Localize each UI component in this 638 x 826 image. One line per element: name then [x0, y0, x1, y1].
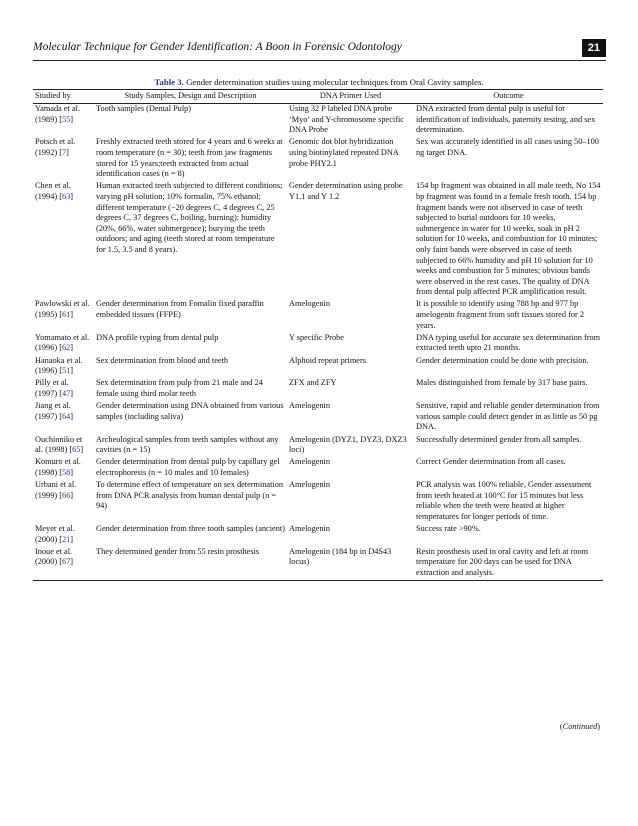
column-header: DNA Primer Used — [287, 90, 414, 104]
cell-dna-primer: Amelogenin (DYZ1, DYZ3, DXZ3 loci) — [289, 434, 407, 455]
table-body — [33, 104, 603, 581]
table-row — [33, 181, 603, 299]
citation-link[interactable]: 63 — [61, 191, 71, 201]
citation-link[interactable]: 62 — [61, 343, 71, 353]
running-title: Molecular Technique for Gender Identification: A Boon in Forensic Odontology — [33, 41, 402, 53]
table-caption-text: Gender determination studies using molecular techniques from Oral Cavity samples. — [186, 77, 484, 87]
citation-link[interactable]: 66 — [61, 490, 71, 500]
cell-outcome: Sex was accurately identified in all cases using 50–100 ng target DNA. — [416, 137, 599, 157]
table-row — [33, 299, 603, 332]
citation-link[interactable]: 7 — [61, 147, 67, 157]
table-row — [33, 401, 603, 434]
cell-studied-by — [33, 333, 94, 356]
cell-outcome: Males distinguished from female by 317 base pairs. — [416, 378, 588, 388]
cell-dna-primer: Y specific Probe — [289, 332, 344, 342]
cell-outcome: Resin prosthesis used in oral cavity and left at room temperature for 200 days can be used for DNA extraction and analysis. — [414, 547, 603, 581]
cell-study-samples: Archeological samples from teeth samples without any cavities (n = 15) — [96, 434, 279, 455]
citation-link[interactable]: 47 — [61, 389, 71, 398]
cell-study-samples: Gender determination using DNA obtained from various samples (including saliva) — [96, 401, 284, 421]
citation-bracket: ] — [70, 114, 74, 124]
citation-link[interactable]: 65 — [72, 445, 81, 455]
cell-study-samples: Freshly extracted teeth stored for 4 years and 6 weeks at room temperature (n = 30); teeth from jaw fragments stored for 15 years;teeth extracted from actual identification cases (n = 8) — [96, 137, 283, 179]
cell-study-samples: Sex determination from blood and teeth — [96, 355, 229, 365]
table-caption — [0, 77, 638, 87]
citation-link[interactable]: 51 — [61, 366, 71, 376]
citation-bracket: ] — [70, 490, 74, 500]
column-header: Study Samples, Design and Description — [94, 90, 287, 104]
cell-dna-primer: Amelogenin — [289, 524, 331, 534]
cell-outcome: It is possible to identify using 788 bp and 977 bp amelogenin fragment from soft tissues stored for 2 years. — [416, 299, 584, 330]
citation-link[interactable]: 64 — [61, 411, 71, 421]
cell-studied-by — [33, 480, 94, 524]
table-row — [33, 137, 603, 181]
table-row — [33, 524, 603, 547]
author-text: Jiang et al. (1997) [ — [35, 401, 71, 421]
author-text: Potsch et al. (1992) [ — [35, 137, 76, 157]
author-text: Chen et al. (1994) [ — [35, 181, 71, 201]
cell-studied-by — [33, 435, 94, 458]
continued-note: (Continued) — [559, 722, 600, 731]
table-row — [33, 333, 603, 356]
cell-dna-primer: Using 32 P labeled DNA probe ‘Myo’ and Y-chromosome specific DNA Probe — [289, 104, 404, 135]
table-row — [33, 104, 603, 138]
cell-study-samples: DNA profile typing from dental pulp — [96, 332, 219, 342]
citation-link[interactable]: 61 — [61, 310, 71, 320]
cell-study-samples: Gender determination from dental pulp by capillary gel electrophoresis (n = 10 males and 10 females) — [96, 457, 280, 477]
gender-studies-table — [33, 89, 603, 581]
author-text: Inoue et al. (2000) [ — [35, 546, 73, 567]
citation-bracket: ] — [66, 147, 69, 157]
cell-dna-primer: Gender determination using probe Y1.1 and Y 1.2 — [289, 181, 403, 201]
table-row — [33, 547, 603, 581]
table-caption-label: Table 3. — [154, 77, 184, 87]
cell-dna-primer: Amelogenin — [289, 401, 331, 411]
cell-outcome: PCR analysis was 100% reliable, Gender assessment from teeth heated at 100°C for 15 minutes but less reliable when the teeth were heated at higher temperatures for longer periods of time. — [416, 480, 592, 521]
author-text: Yamada et al. (1989) [ — [35, 104, 81, 124]
cell-outcome: Success rate >90%. — [416, 524, 481, 534]
table-header-row — [33, 90, 603, 104]
cell-outcome: Gender determination could be done with precision. — [416, 355, 589, 365]
continued-label: Continued — [562, 722, 598, 731]
citation-bracket: ] — [80, 445, 84, 455]
citation-bracket: ] — [70, 534, 74, 544]
cell-studied-by — [33, 299, 94, 332]
cell-dna-primer: Amelogenin — [289, 457, 331, 467]
cell-study-samples: Gender determination from Fomalin fixed paraffin embedded tissues (FFPE) — [96, 299, 264, 320]
citation-bracket: ] — [70, 389, 74, 398]
citation-bracket: ] — [70, 366, 74, 376]
author-text: Ouchinniko et al. (1998) [ — [35, 434, 83, 455]
cell-studied-by — [33, 104, 94, 138]
cell-outcome: DNA typing useful for accurate sex determination from extracted teeth upto 21 months. — [416, 332, 601, 353]
citation-bracket: ] — [70, 467, 74, 477]
running-header — [33, 38, 606, 61]
cell-dna-primer: Genomic dot blot hybridization using biotinylated repeated DNA probe PHY2.1 — [289, 137, 399, 168]
citation-link[interactable]: 55 — [61, 114, 71, 124]
table-row — [33, 356, 603, 379]
cell-studied-by — [33, 524, 94, 547]
cell-studied-by — [33, 378, 94, 401]
cell-dna-primer: Amelogenin (184 bp in D4S43 locus) — [287, 547, 414, 581]
citation-link[interactable]: 67 — [61, 557, 71, 567]
citation-bracket: ] — [70, 191, 74, 201]
author-text: Yomamato et al. (1996) [ — [35, 332, 90, 353]
cell-study-samples: They determined gender from 55 resin prosthesis — [94, 547, 287, 581]
citation-bracket: ] — [70, 343, 74, 353]
cell-studied-by — [33, 547, 94, 581]
cell-study-samples: Gender determination from three tooth samples (ancient) — [96, 524, 285, 534]
citation-link[interactable]: 58 — [61, 467, 71, 477]
cell-dna-primer: Alphoid repeat primers — [289, 355, 366, 365]
cell-study-samples: Tooth samples (Dental Pulp) — [96, 104, 192, 113]
cell-outcome: DNA extracted from dental pulp is useful for identification of individuals, paternity testing, and sex determination. — [416, 104, 596, 135]
citation-bracket: ] — [70, 411, 74, 421]
author-text: Urbani et al. (1999) [ — [35, 480, 77, 500]
author-text: Komuro et al. (1998) [ — [35, 457, 81, 477]
cell-outcome: 154 bp fragment was obtained in all male teeth, No 154 bp fragment was found in a female fresh tooth. 154 bp fragment bands were not observed in case of teeth subjected to burial outdoors for 10 weeks, submergence in water for 10 weeks, soak in pH 2 solution for 10 weeks, and combustion for 10 minutes; only faint bands were observed in case of teeth subjected to 66% humidity and pH 10 solution for 10 weeks and combustion for 5 minutes; obvious bands were observed in the rest cases. The quality of DNA from dental pulp affected PCR amplification result. — [416, 181, 601, 297]
cell-studied-by — [33, 181, 94, 299]
cell-studied-by — [33, 401, 94, 434]
page-number: 21 — [582, 39, 606, 57]
cell-studied-by — [33, 457, 94, 480]
table-row — [33, 457, 603, 480]
column-header: Outcome — [414, 90, 603, 104]
cell-studied-by — [33, 356, 94, 379]
table-row — [33, 378, 603, 401]
citation-link[interactable]: 21 — [61, 534, 71, 544]
cell-outcome: Correct Gender determination from all cases. — [416, 457, 566, 467]
cell-study-samples: Human extracted teeth subjected to different conditions; varying pH solution; 10% formalin, 75% ethanol; different temperature (−20 degrees C, 4 degrees C, 25 degrees C, 37 degrees C, boiling, burning); humidity (20%, 66%, water submergence); burying the teeth outdoors; and aging (teeth stored at room temperature for 1.5, 3.5 and 8 years). — [96, 181, 283, 254]
author-text: Meyer et al. (2000) [ — [35, 524, 75, 544]
cell-study-samples: Sex determination from pulp from 21 male and 24 female using third molar teeth — [96, 378, 263, 398]
cell-outcome: Successfully determined gender from all samples. — [416, 434, 582, 444]
table-row — [33, 435, 603, 458]
author-text: Pawlowski et al. (1995) [ — [35, 299, 90, 320]
cell-dna-primer: Amelogenin — [289, 480, 331, 490]
cell-dna-primer: Amelogenin — [289, 299, 331, 309]
citation-bracket: ] — [70, 557, 74, 567]
cell-study-samples: To determine effect of temperature on sex determination from DNA PCR analysis from human dental pulp (n = 94) — [96, 480, 284, 511]
column-header: Studied by — [33, 90, 94, 104]
author-text: Pilly et al. (1997) [ — [35, 378, 69, 398]
author-text: Hanaoka et al. (1996) [ — [35, 355, 83, 376]
cell-studied-by — [33, 137, 94, 181]
citation-bracket: ] — [70, 310, 74, 320]
cell-dna-primer: ZFX and ZFY — [289, 378, 337, 388]
cell-outcome: Sensitive, rapid and reliable gender determination from various sample could detect gender in as little as 50 pg DNA. — [416, 401, 600, 432]
table-row — [33, 480, 603, 524]
